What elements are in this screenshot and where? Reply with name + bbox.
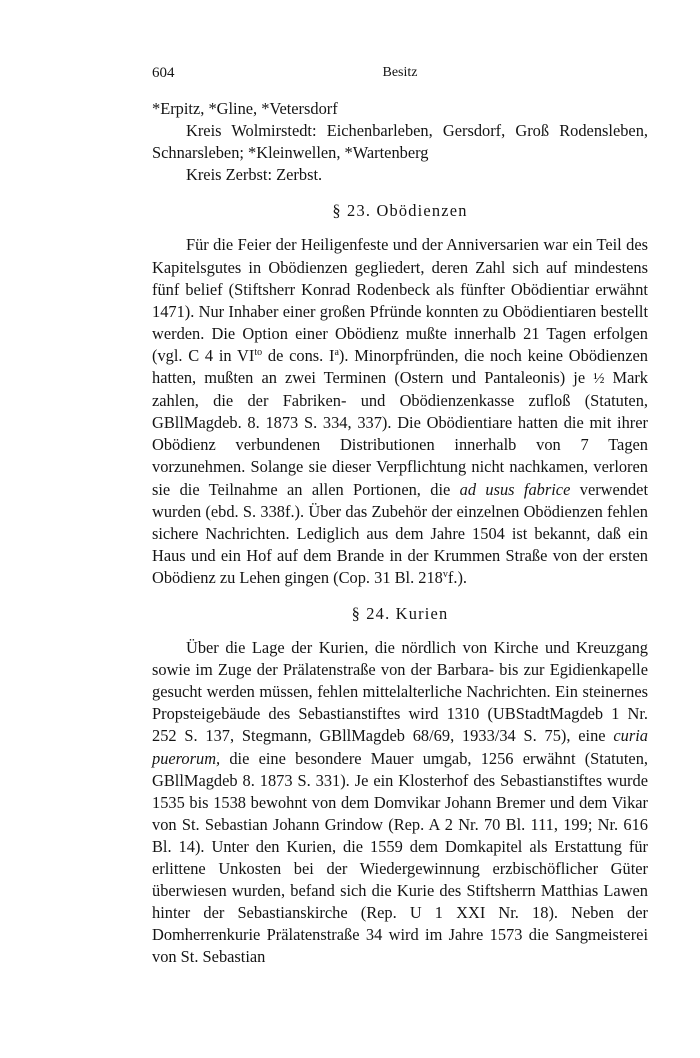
running-head: Besitz — [382, 65, 418, 80]
page-number: 604 — [152, 65, 175, 81]
s23-text-3: ). Minorpfründen, die noch keine Obödienzen hatten, mußten an zwei Terminen (Ostern und Pantaleonis) je — [152, 345, 648, 388]
intro-line-2b-text: Schnarsleben; *Kleinwellen, *Wartenberg — [152, 143, 429, 163]
intro-line-2 — [152, 120, 648, 164]
section-23-paragraph — [152, 234, 648, 589]
s23-sup-1: to — [254, 346, 263, 358]
s24-text-1: Über die Lage der Kurien, die nördlich von Kirche und Kreuzgang sowie im Zuge der Prälatenstraße von der Barbara- bis zur Egidienkapelle gesucht werden müssen, fehlen mittelalterliche Nachrichten. Ein steinernes Propsteigebäude des Sebastianstiftes wird 1310 (UBStadtMagdeb 1 Nr. 252 S. 137, Stegmann, GBllMagdeb 68/69, 1933/34 S. 75), eine — [152, 638, 648, 746]
s23-text-2: de cons. I — [262, 345, 335, 365]
s24-italic: curia puerorum, — [152, 726, 648, 768]
section-24-paragraph — [152, 637, 648, 968]
intro-line-1-text: *Erpitz, *Gline, *Vetersdorf — [152, 99, 338, 118]
s23-italic: ad usus fabrice — [459, 479, 571, 499]
s23-text-1: Für die Feier der Heiligenfeste und der Anniversarien war ein Teil des Kapitelsgutes in Obödienzen gegliedert, deren Zahl sich auf mindestens fünf belief (Stiftsherr Konrad Rodenbeck als fünfter Obödientiar erwähnt 1471). Nur Inhaber einer großen Pfründe konnten zu Obödientiaren bestellt werden. Die Option einer Obödienz mußte innerhalb 21 Tagen erfolgen (vgl. C 4 in VI — [152, 235, 648, 365]
section-23-heading: § 23. Obödienzen — [332, 201, 468, 221]
intro-line-2a-text: Kreis Wolmirstedt: Eichenbarleben, Gersdorf, Groß Rodensleben, — [186, 121, 648, 141]
s23-text-6: f.). — [447, 567, 468, 587]
s23-text-5: verwendet wurden (ebd. S. 338f.). Über das Zubehör der einzelnen Obödienzen fehlen sichere Nachrichten. Lediglich aus dem Jahre 1504 ist bekannt, daß ein Haus und ein Hof auf dem Brande in der Krummen Straße von der ersten Obödienz zu Lehen gingen (Cop. 31 Bl. 218 — [152, 479, 649, 587]
intro-line-3-text: Kreis Zerbst: Zerbst. — [186, 165, 323, 185]
s24-text-2: die eine besondere Mauer umgab, 1256 erwähnt (Statuten, GBllMagdeb 8. 1873 S. 331). Je ein Klosterhof des Sebastianstiftes wurde 1535 bis 1538 bewohnt von dem Domvikar Johann Bremer und dem Vikar von St. Sebastian Johann Grindow (Rep. A 2 Nr. 70 Bl. 111, 199; Nr. 616 Bl. 14). Unter den Kurien, die 1559 dem Domkapitel als Erstattung für erlittene Unkosten bei der Wiedergewinnung erzbischöflicher Güter überwiesen wurden, befand sich die Kurie des Stiftsherrn Matthias Lawen hinter der Sebastianskirche (Rep. U 1 XXI Nr. 18). Neben der Domherrenkurie Prälatenstraße 34 wird im Jahre 1573 die Sangmeisterei von St. Sebastian — [152, 748, 648, 967]
s23-fraction: ½ — [593, 371, 605, 388]
intro-line-3 — [152, 164, 648, 186]
page-body — [152, 98, 648, 968]
intro-line-1 — [152, 98, 648, 120]
s23-sup-3: v — [442, 568, 448, 580]
section-24-heading: § 24. Kurien — [351, 603, 449, 623]
s23-text-4: Mark zahlen, die der Fabriken- und Obödienzenkasse zufloß (Statuten, GBllMagdeb. 8. 1873 S. 334, 337). Die Obödientiare hatten die mit ihrer Obödienz verbundenen Distributionen innerhalb von 7 Tagen vorzunehmen. Solange sie dieser Verpflichtung nicht nachkamen, verloren sie die Teilnahme an allen Portionen, die — [152, 368, 649, 499]
s23-sup-2: a — [334, 346, 339, 358]
